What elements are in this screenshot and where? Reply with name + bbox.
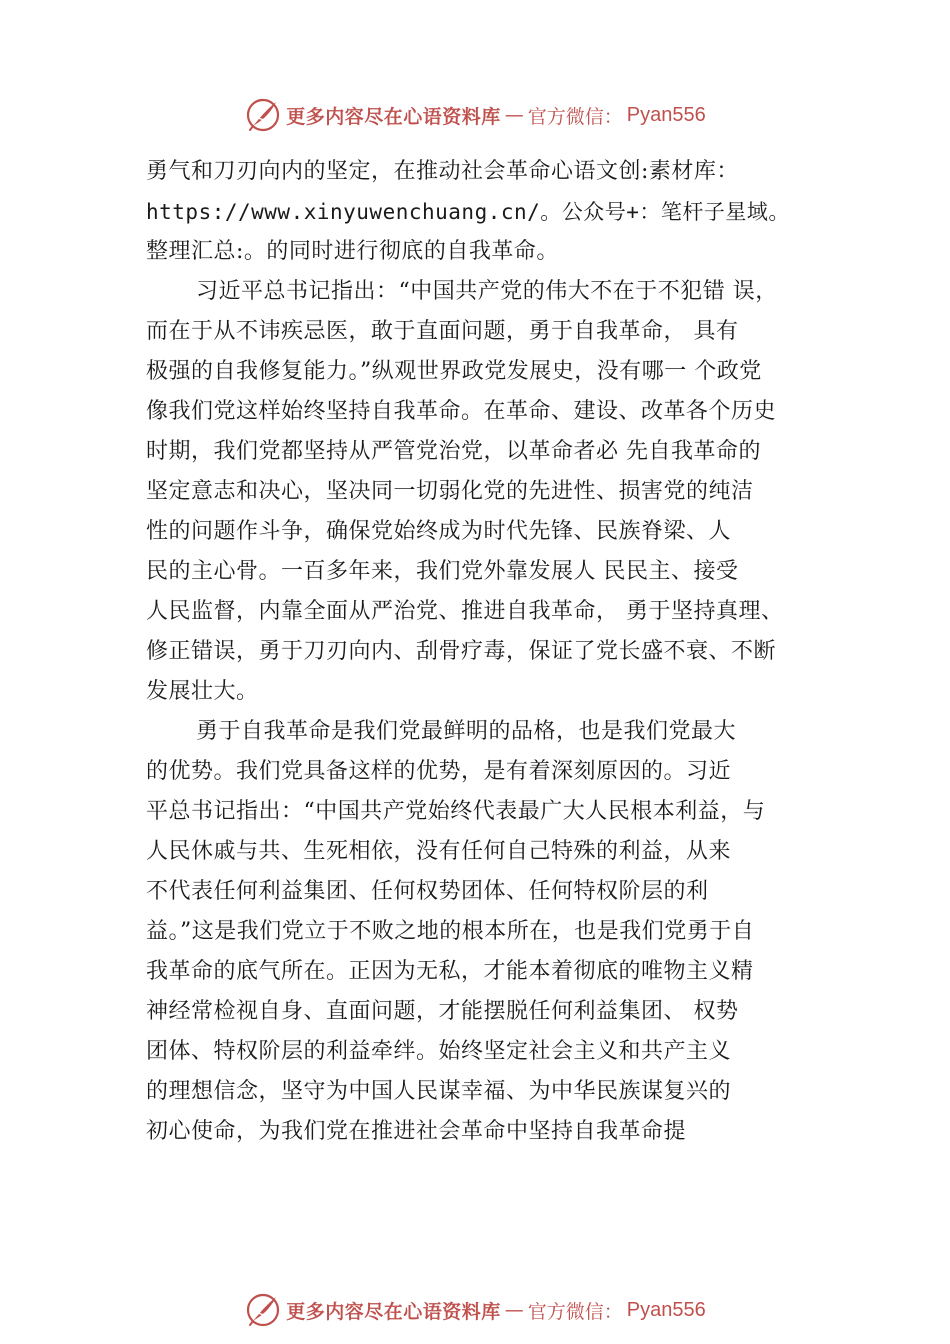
body-line: 而在于从不讳疾忌医，敢于直面问题，勇于自我革命， 具有 (146, 319, 739, 344)
body-line: 整理汇总:。的同时进行彻底的自我革命。 (146, 239, 559, 264)
body-line: 团体、特权阶层的利益牵绊。始终坚定社会主义和共产主义 (146, 1039, 732, 1064)
header-wechat-label: 官方微信： (527, 105, 623, 128)
header-wechat-id: Pyan556 (626, 103, 706, 126)
body-line: 人民休戚与共、生死相依，没有任何自己特殊的利益，从来 (146, 839, 732, 864)
footer-dash: — (504, 1299, 524, 1321)
header-dash: — (504, 104, 524, 126)
body-line: 勇气和刀刃向内的坚定，在推动社会革命心语文创:素材库： (146, 159, 739, 184)
body-line: 平总书记指出：“中国共产党始终代表最广大人民根本利益，与 (146, 799, 766, 824)
quill-logo-icon (244, 96, 282, 134)
footer-wechat-label: 官方微信： (527, 1300, 623, 1323)
body-line: 初心使命，为我们党在推进社会革命中坚持自我革命提 (146, 1119, 687, 1144)
footer-banner (0, 1290, 950, 1330)
paragraph-start: 勇于自我革命是我们党最鲜明的品格，也是我们党最大 (196, 719, 737, 744)
body-line: 修正错误，勇于刀刃向内、刮骨疗毒，保证了党长盛不衰、不断 (146, 639, 777, 664)
header-banner (0, 95, 950, 135)
footer-wechat-id: Pyan556 (626, 1298, 706, 1321)
body-line: 极强的自我修复能力。”纵观世界政党发展史，没有哪一 个政党 (146, 359, 762, 384)
body-line: 民的主心骨。一百多年来，我们党外靠发展人 民民主、接受 (146, 559, 739, 584)
body-line-url: https://www.xinyuwenchuang.cn/。公众号+：笔杆子星域。 (146, 200, 790, 224)
body-line: 像我们党这样始终坚持自我革命。在革命、建设、改革各个历史 (146, 399, 777, 424)
body-line: 益。”这是我们党立于不败之地的根本所在，也是我们党勇于自 (146, 919, 755, 944)
body-line: 的理想信念，坚守为中国人民谋幸福、为中华民族谋复兴的 (146, 1079, 732, 1104)
footer-site-name: 更多内容尽在心语资料库 (286, 1300, 501, 1323)
body-line: 坚定意志和决心，坚决同一切弱化党的先进性、损害党的纯洁 (146, 479, 754, 504)
body-line: 不代表任何利益集团、任何权势团体、任何特权阶层的利 (146, 879, 709, 904)
header-site-name: 更多内容尽在心语资料库 (286, 105, 501, 128)
body-line: 性的问题作斗争，确保党始终成为时代先锋、民族脊梁、人 (146, 519, 732, 544)
body-line: 时期，我们党都坚持从严管党治党，以革命者必 先自我革命的 (146, 439, 761, 464)
quill-logo-icon (244, 1291, 282, 1329)
body-line: 发展壮大。 (146, 679, 259, 704)
body-line: 神经常检视自身、直面问题，才能摆脱任何利益集团、 权势 (146, 999, 739, 1024)
document-body (146, 152, 846, 1152)
body-line: 的优势。我们党具备这样的优势，是有着深刻原因的。习近 (146, 759, 732, 784)
paragraph-start: 习近平总书记指出：“中国共产党的伟大不在于不犯错 误， (196, 279, 778, 304)
body-line: 我革命的底气所在。正因为无私，才能本着彻底的唯物主义精 (146, 959, 754, 984)
body-line: 人民监督，内靠全面从严治党、推进自我革命， 勇于坚持真理、 (146, 599, 784, 624)
